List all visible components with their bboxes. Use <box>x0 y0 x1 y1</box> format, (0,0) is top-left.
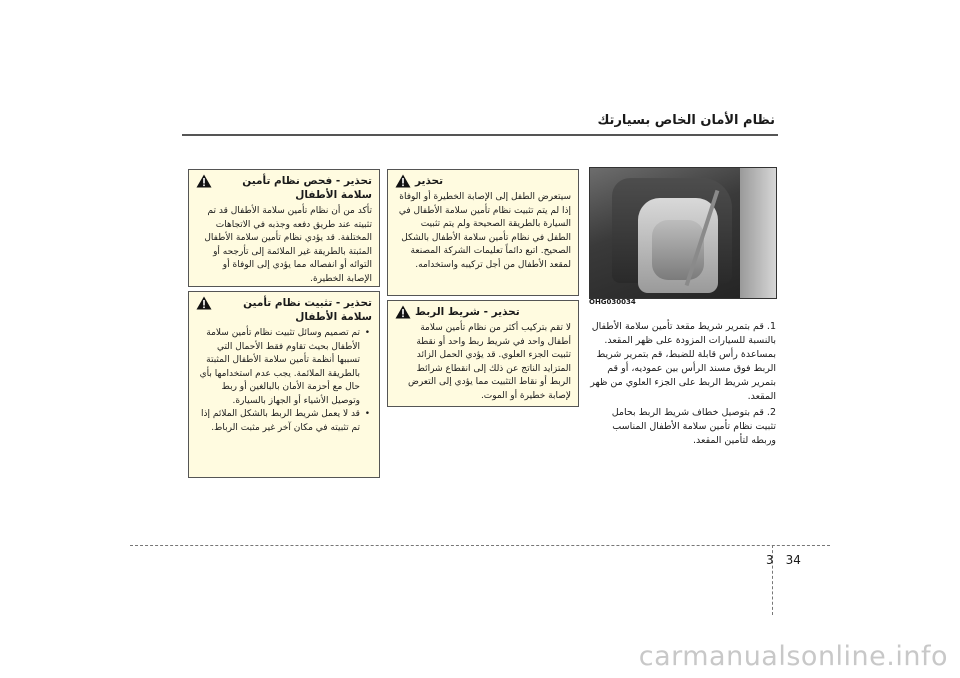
warning-bullet: • قد لا يعمل شريط الربط بالشكل الملائم إذا تم تثبيته في مكان آخر غير مثبت الرباط. <box>196 408 360 435</box>
footer-divider <box>130 545 830 546</box>
warning-box-installation <box>387 169 579 296</box>
page-number <box>760 553 807 567</box>
photo-code: OHG030034 <box>589 298 636 306</box>
warning-triangle-icon <box>395 174 411 188</box>
warning-text: تأكد من أن نظام تأمين سلامة الأطفال قد تم تثبيته عند طريق دفعه وجذبه في الاتجاهات المختلفة. قد يؤدي نظام تأمين سلامة الأطفال المثبتة بالطريقة غير الملائمة إلى تأرجحه أو التوائه أو انفصاله مما يؤدي إلى الوفاة أو الإصابة الخطيرة. <box>204 206 372 284</box>
page-number-value: 34 <box>785 553 801 567</box>
warning-triangle-icon <box>196 296 212 310</box>
warning-box-tether-strap <box>387 300 579 407</box>
watermark: carmanualsonline.info <box>638 641 948 672</box>
chapter-number: 3 <box>766 553 774 567</box>
warning-box-check-restraint <box>188 169 380 287</box>
warning-bullet: • تم تصميم وسائل تثبيت نظام تأمين سلامة الأطفال بحيث تقاوم فقط الأحمال التي تسببها أنظمة تأمين سلامة الأطفال المثبتة بالطريقة الملائمة. يجب عدم استخدامها بأي حال مع أحزمة الأمان بالبالغين أو ربط وتوصيل الأشياء أو الجهاز بالسيارة. <box>196 327 360 408</box>
warning-triangle-icon <box>395 305 411 319</box>
warning-title: تحذير <box>415 175 444 187</box>
child-seat-photo <box>589 167 777 299</box>
warning-text: سيتعرض الطفل إلى الإصابة الخطيرة أو الوفاة إذا لم يتم تثبيت نظام تأمين سلامة الأطفال في السيارة بالطريقة الصحيحة ولم يتم تثبيت الطفل في نظام تأمين سلامة الأطفال بالشكل الصحيح. اتبع دائماً تعليمات الشركة المصنعة لمقعد الأطفال من أجل تركيبه واستخدامه. <box>398 192 571 270</box>
instruction-list <box>590 320 776 450</box>
warning-triangle-icon <box>196 174 212 188</box>
warning-title: تحذير - فحص نظام تأمين سلامة الأطفال <box>242 175 372 201</box>
warning-text: لا تقم بتركيب أكثر من نظام تأمين سلامة أطفال واحد في شريط ربط واحد أو نقطة تثبيت الجزء العلوي. قد يؤدي الحمل الزائد المتزايد الناتج عن ذلك إلى انقطاع شرائط الربط أو نقاط التثبيت مما يؤدي إلى التعرض لإصابة خطيرة أو الموت. <box>407 323 571 401</box>
warning-box-anchorage <box>188 291 380 478</box>
instruction-item: 2. قم بتوصيل خطاف شريط الربط بحامل تثبيت نظام تأمين سلامة الأطفال المناسب وربطه لتأمين المقعد. <box>611 407 776 446</box>
instruction-item: 1. قم بتمرير شريط مقعد تأمين سلامة الأطفال بالنسبة للسيارات المزودة على ظهر المقعد. بمساعدة رأس قابلة للضبط، قم بتمرير شريط الربط فوق مسند الرأس بين عموديه، أو قم بتمرير شريط الربط على الجزء العلوي من ظهر المقعد. <box>590 321 776 402</box>
warning-title: تحذير - شريط الربط <box>415 306 520 318</box>
header-divider <box>182 134 778 136</box>
page-header-title: نظام الأمان الخاص بسيارتك <box>597 113 775 128</box>
warning-title: تحذير - تثبيت نظام تأمين سلامة الأطفال <box>243 297 372 323</box>
